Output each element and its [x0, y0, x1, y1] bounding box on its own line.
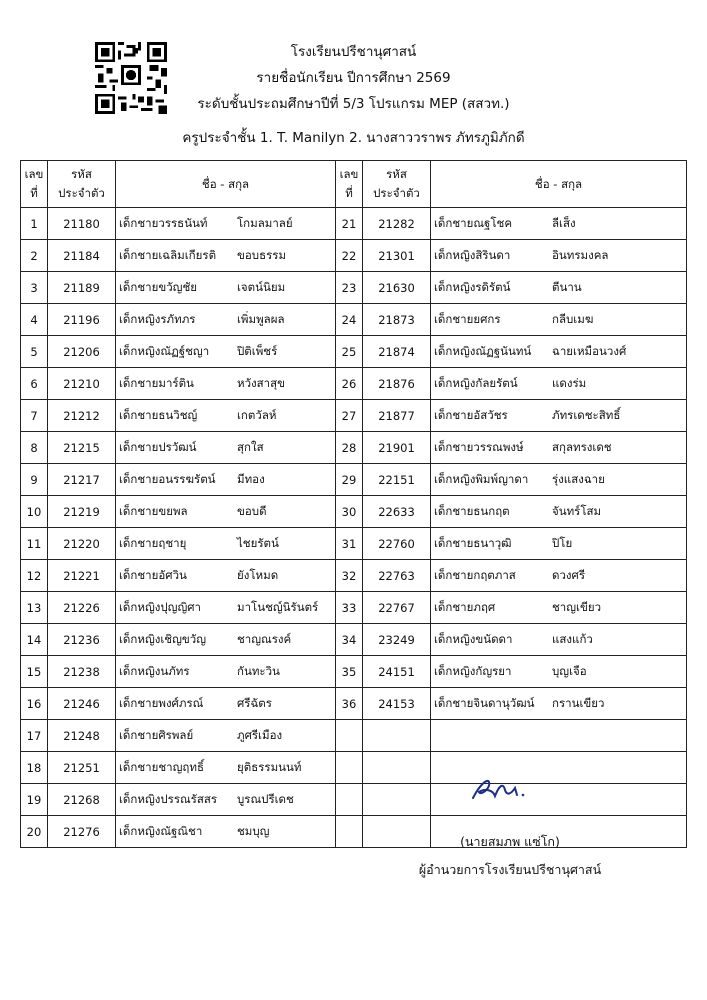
table-row [21, 720, 687, 752]
student-first-name: เด็กชายกฤตภาส [434, 567, 516, 582]
student-last-name: โกมลมาลย์ [237, 215, 293, 230]
student-id: 21215 [48, 432, 116, 464]
student-name [116, 656, 336, 688]
student-last-name: ยังโหมด [237, 567, 279, 582]
student-number: 19 [21, 784, 48, 816]
student-last-name: เกตวัลห์ [237, 407, 277, 422]
student-name [431, 624, 687, 656]
student-name [116, 592, 336, 624]
table-row [21, 464, 687, 496]
student-last-name: ลีเส็ง [552, 215, 576, 230]
student-number: 15 [21, 656, 48, 688]
student-name [431, 464, 687, 496]
homeroom-teachers: ครูประจำชั้น 1. T. Manilyn 2. นางสาววราพร ภัทรภูมิภักดี [182, 130, 525, 146]
student-id: 21180 [48, 208, 116, 240]
student-id: 21876 [363, 368, 431, 400]
student-first-name: เด็กหญิงสิรินดา [434, 247, 511, 262]
student-first-name: เด็กชายวรรธนันท์ [119, 215, 208, 230]
student-first-name: เด็กชายพงศ์ภรณ์ [119, 695, 204, 710]
table-row [21, 592, 687, 624]
student-id: 21217 [48, 464, 116, 496]
student-id: 21184 [48, 240, 116, 272]
student-first-name: เด็กชายอนรรฆรัตน์ [119, 471, 216, 486]
student-last-name: ปิติเพ็ชร์ [237, 343, 278, 358]
student-number: 9 [21, 464, 48, 496]
student-number: 5 [21, 336, 48, 368]
student-last-name: กรานเขียว [552, 695, 605, 710]
student-name [431, 496, 687, 528]
student-first-name: เด็กชายอัสวัชร [434, 407, 508, 422]
column-number-right: เลข ที่ [336, 161, 363, 208]
student-id: 21219 [48, 496, 116, 528]
student-id: 21901 [363, 432, 431, 464]
student-first-name: เด็กชายยศกร [434, 311, 501, 326]
student-last-name: เจตน์นิยม [237, 279, 286, 294]
student-first-name: เด็กชายขวัญชัย [119, 279, 198, 294]
student-id: 22633 [363, 496, 431, 528]
student-number: 3 [21, 272, 48, 304]
student-name [116, 240, 336, 272]
student-first-name: เด็กหญิงณัฏฐ์ชญา [119, 343, 210, 358]
student-name [431, 208, 687, 240]
table-row [21, 368, 687, 400]
student-id: 21210 [48, 368, 116, 400]
student-last-name: ฉายเหมือนวงศ์ [552, 343, 627, 358]
student-first-name: เด็กหญิงนภัทร [119, 663, 190, 678]
student-name [116, 400, 336, 432]
student-id: 21268 [48, 784, 116, 816]
student-name [431, 304, 687, 336]
student-last-name: หวังสาสุข [237, 375, 286, 390]
student-id: 21276 [48, 816, 116, 848]
student-id: 21301 [363, 240, 431, 272]
student-name [116, 688, 336, 720]
table-header-row [21, 161, 687, 208]
student-number: 12 [21, 560, 48, 592]
student-number: 24 [336, 304, 363, 336]
student-number: 27 [336, 400, 363, 432]
student-number: 1 [21, 208, 48, 240]
student-name [116, 752, 336, 784]
student-number: 22 [336, 240, 363, 272]
student-last-name: ชาญเขียว [552, 599, 602, 614]
student-last-name: มาโนชญ์นิรันตร์ [237, 599, 319, 614]
document-title: รายชื่อนักเรียน ปีการศึกษา 2569 [256, 70, 451, 86]
student-first-name: เด็กหญิงณัฐณิชา [119, 823, 203, 838]
student-first-name: เด็กชายจินดานุวัฒน์ [434, 695, 535, 710]
student-number: 17 [21, 720, 48, 752]
student-first-name: เด็กชายธนวิชญ์ [119, 407, 198, 422]
student-number: 30 [336, 496, 363, 528]
student-last-name: มีทอง [237, 471, 265, 486]
student-last-name: ตีนาน [552, 279, 582, 294]
table-row [21, 336, 687, 368]
student-last-name: ชาญณรงค์ [237, 631, 292, 646]
table-row [21, 240, 687, 272]
student-number: 26 [336, 368, 363, 400]
student-last-name: บุญเจือ [552, 663, 587, 678]
column-name-right: ชื่อ - สกุล [431, 161, 687, 208]
student-name [116, 336, 336, 368]
student-number: 16 [21, 688, 48, 720]
student-number: 10 [21, 496, 48, 528]
student-first-name: เด็กชายศิรพลย์ [119, 727, 194, 742]
student-last-name: ดวงศรี [552, 567, 586, 582]
student-first-name: เด็กชายมาร์ติน [119, 375, 194, 390]
table-row [21, 560, 687, 592]
student-number: 13 [21, 592, 48, 624]
student-number: 31 [336, 528, 363, 560]
student-number: 4 [21, 304, 48, 336]
student-first-name: เด็กหญิงกัญรยา [434, 663, 512, 678]
student-last-name: ยุติธรรมนนท์ [237, 759, 302, 774]
student-id: 23249 [363, 624, 431, 656]
student-name [431, 432, 687, 464]
student-id: 21206 [48, 336, 116, 368]
table-row [21, 304, 687, 336]
student-number: 14 [21, 624, 48, 656]
column-id-left: รหัส ประจำตัว [48, 161, 116, 208]
student-name [116, 720, 336, 752]
student-number [336, 816, 363, 848]
student-first-name: เด็กชายณฐโชค [434, 215, 513, 230]
signature-image [465, 768, 535, 808]
student-last-name: ชมบุญ [237, 823, 270, 838]
student-first-name: เด็กหญิงปุญญิศา [119, 599, 202, 614]
table-row [21, 688, 687, 720]
student-last-name: เพิ่มพูลผล [237, 311, 285, 326]
student-last-name: บูรณปรีเดช [237, 791, 294, 806]
student-number: 21 [336, 208, 363, 240]
student-last-name: ขอบธรรม [237, 247, 287, 262]
student-number: 20 [21, 816, 48, 848]
student-first-name: เด็กชายเฉลิมเกียรติ [119, 247, 217, 262]
student-id: 21226 [48, 592, 116, 624]
table-row [21, 496, 687, 528]
student-id: 21877 [363, 400, 431, 432]
student-id: 21221 [48, 560, 116, 592]
student-id: 22767 [363, 592, 431, 624]
student-name [116, 208, 336, 240]
student-number: 36 [336, 688, 363, 720]
student-id: 21196 [48, 304, 116, 336]
student-last-name: แสงแก้ว [552, 631, 593, 646]
student-id: 21282 [363, 208, 431, 240]
student-last-name: แดงร่ม [552, 375, 587, 390]
student-id: 21248 [48, 720, 116, 752]
table-row [21, 400, 687, 432]
student-name [431, 368, 687, 400]
student-first-name: เด็กหญิงขนัดดา [434, 631, 513, 646]
student-id: 21246 [48, 688, 116, 720]
student-roster-table [20, 160, 687, 848]
student-number: 7 [21, 400, 48, 432]
student-id: 22763 [363, 560, 431, 592]
student-name [431, 240, 687, 272]
student-first-name: เด็กชายภฤศ [434, 599, 496, 614]
student-id [363, 720, 431, 752]
signer-name: (นายสมภพ แซ่โก) [460, 834, 560, 849]
student-name [116, 528, 336, 560]
student-name [116, 464, 336, 496]
table-row [21, 272, 687, 304]
student-name [116, 784, 336, 816]
table-row [21, 528, 687, 560]
student-name [116, 624, 336, 656]
student-id [363, 752, 431, 784]
student-number: 2 [21, 240, 48, 272]
student-number: 34 [336, 624, 363, 656]
student-id [363, 784, 431, 816]
student-last-name: สุกใส [237, 439, 264, 454]
student-first-name: เด็กหญิงปรรณรัสสร [119, 791, 218, 806]
student-id: 21220 [48, 528, 116, 560]
student-first-name: เด็กหญิงเชิญขวัญ [119, 631, 207, 646]
student-name [116, 816, 336, 848]
student-id: 24153 [363, 688, 431, 720]
student-name [431, 528, 687, 560]
student-number [336, 720, 363, 752]
student-id: 21236 [48, 624, 116, 656]
student-last-name: จันทร์โสม [552, 503, 602, 518]
student-first-name: เด็กชายธนกฤต [434, 503, 510, 518]
student-name [116, 560, 336, 592]
student-first-name: เด็กหญิงรภัทภร [119, 311, 196, 326]
student-name [431, 400, 687, 432]
student-number: 11 [21, 528, 48, 560]
class-level: ระดับชั้นประถมศึกษาปีที่ 5/3 โปรแกรม MEP (สสวท.) [197, 96, 510, 112]
student-last-name: ภูศรีเมือง [237, 727, 283, 742]
student-name [431, 336, 687, 368]
student-first-name: เด็กหญิงกัลยรัตน์ [434, 375, 518, 390]
student-id: 21189 [48, 272, 116, 304]
student-first-name: เด็กหญิงณัฏฐนันทน์ [434, 343, 532, 358]
student-first-name: เด็กชายธนาวุฒิ [434, 535, 512, 550]
student-name [116, 272, 336, 304]
student-last-name: รุ่งแสงฉาย [552, 471, 605, 486]
student-number: 35 [336, 656, 363, 688]
student-first-name: เด็กชายปรวัฒน์ [119, 439, 197, 454]
table-row [21, 432, 687, 464]
student-number [336, 752, 363, 784]
student-first-name: เด็กหญิงพิมพ์ญาดา [434, 471, 529, 486]
table-row [21, 752, 687, 784]
student-name [431, 720, 687, 752]
student-last-name: กันทะวิน [237, 663, 280, 678]
student-id: 22760 [363, 528, 431, 560]
student-number: 18 [21, 752, 48, 784]
student-last-name: ขอบดี [237, 503, 267, 518]
student-name [116, 432, 336, 464]
student-last-name: อินทรมงคล [552, 247, 609, 262]
student-first-name: เด็กชายอัศวิน [119, 567, 187, 582]
table-row [21, 624, 687, 656]
table-row [21, 784, 687, 816]
student-name [116, 304, 336, 336]
student-name [431, 656, 687, 688]
student-last-name: ศรีฉัตร [237, 695, 272, 710]
student-number: 25 [336, 336, 363, 368]
table-row [21, 208, 687, 240]
student-first-name: เด็กชายฤชายุ [119, 535, 187, 550]
student-first-name: เด็กชายขยพล [119, 503, 188, 518]
student-id: 21212 [48, 400, 116, 432]
student-name [431, 560, 687, 592]
student-id: 21251 [48, 752, 116, 784]
student-last-name: สกุลทรงเดช [552, 439, 612, 454]
student-last-name: ภัทรเดชะสิทธิ์ [552, 407, 621, 422]
student-name [431, 688, 687, 720]
column-id-right: รหัส ประจำตัว [363, 161, 431, 208]
student-name [116, 496, 336, 528]
column-name-left: ชื่อ - สกุล [116, 161, 336, 208]
student-id: 24151 [363, 656, 431, 688]
student-name [431, 592, 687, 624]
student-id: 21238 [48, 656, 116, 688]
student-id: 21873 [363, 304, 431, 336]
student-last-name: ปิโย [552, 535, 573, 550]
student-first-name: เด็กชายชาญฤทธิ์ [119, 759, 204, 774]
school-name: โรงเรียนปรีชานุศาสน์ [290, 44, 417, 60]
student-id: 21874 [363, 336, 431, 368]
student-number [336, 784, 363, 816]
student-name [431, 272, 687, 304]
student-number: 33 [336, 592, 363, 624]
student-id: 21630 [363, 272, 431, 304]
signer-title: ผู้อำนวยการโรงเรียนปรีชานุศาสน์ [418, 862, 602, 877]
student-number: 6 [21, 368, 48, 400]
student-first-name: เด็กชายวรรณพงษ์ [434, 439, 524, 454]
student-number: 32 [336, 560, 363, 592]
student-first-name: เด็กหญิงรดิรัตน์ [434, 279, 511, 294]
student-number: 23 [336, 272, 363, 304]
student-last-name: กลีบเมฆ [552, 311, 594, 326]
student-last-name: ไชยรัตน์ [237, 535, 279, 550]
student-id: 22151 [363, 464, 431, 496]
student-number: 29 [336, 464, 363, 496]
table-row [21, 656, 687, 688]
student-number: 28 [336, 432, 363, 464]
student-number: 8 [21, 432, 48, 464]
student-name [116, 368, 336, 400]
column-number-left: เลข ที่ [21, 161, 48, 208]
